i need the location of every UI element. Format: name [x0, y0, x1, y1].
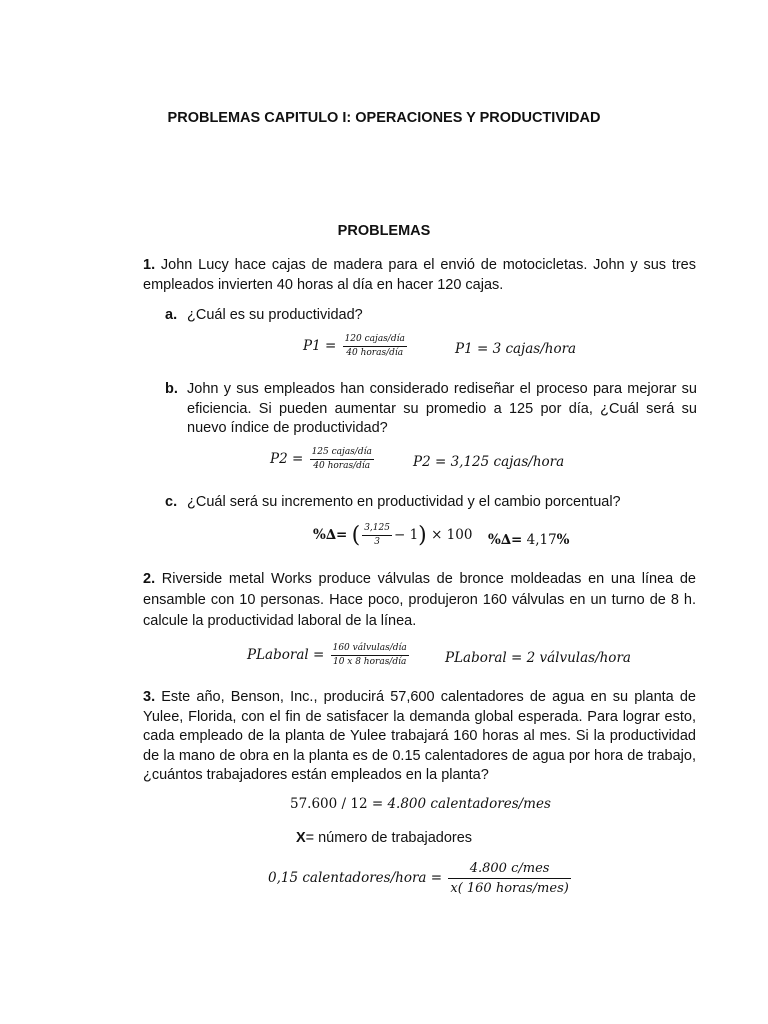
equation-monthly-lhs: 57.600 / 12 = — [290, 796, 384, 812]
equation-p1-numerator: 120 cajas/día — [343, 334, 407, 347]
problem-1 — [143, 256, 696, 295]
equation-labor-fraction — [331, 643, 409, 668]
equation-change-numerator: 3,125 — [362, 523, 392, 536]
result-lhs: %∆= — [488, 532, 523, 548]
equation-p2-lhs: P2 = — [270, 451, 304, 467]
equation-workers — [268, 860, 573, 897]
equation-p1-denominator: 40 horas/día — [346, 348, 404, 358]
problem-1-text: John Lucy hace cajas de madera para el envió de motocicletas. John y sus tres empleados invierten 40 horas al día en hacer 120 cajas. — [143, 257, 696, 293]
equation-workers-denominator: x( 160 horas/mes) — [450, 881, 569, 896]
equation-p2-numerator: 125 cajas/día — [310, 447, 374, 460]
problem-1c-question: ¿Cuál será su incremento en productividad y el cambio porcentual? — [187, 494, 621, 510]
equation-change-result — [488, 532, 570, 548]
equation-p1 — [303, 334, 409, 359]
equation-change-minus: − 1 — [393, 527, 419, 543]
equation-p2-result: P2 = 3,125 cajas/hora — [413, 454, 565, 470]
result-value: 4,17 — [526, 532, 557, 548]
equation-p2-fraction — [310, 447, 374, 472]
document-title: PROBLEMAS CAPITULO I: OPERACIONES Y PRODUCTIVIDAD — [167, 110, 601, 126]
section-heading: PROBLEMAS — [337, 223, 431, 239]
equation-labor-result: PLaboral = 2 válvulas/hora — [445, 650, 631, 666]
variable-x: X — [295, 830, 306, 846]
variable-x-text: = número de trabajadores — [305, 830, 473, 846]
equation-p1-result: P1 = 3 cajas/hora — [455, 341, 577, 357]
equation-workers-numerator: 4.800 c/mes — [448, 860, 570, 879]
equation-labor-numerator: 160 válvulas/día — [331, 643, 409, 656]
problem-1b-question: John y sus empleados han considerado rediseñar el proceso para mejorar su eficiencia. Si pueden aumentar su promedio a 125 por día, ¿Cuál será su nuevo índice de productividad? — [187, 381, 697, 436]
equation-change-denominator: 3 — [374, 537, 380, 547]
equation-change-times: × 100 — [431, 527, 473, 543]
problem-1a — [165, 306, 697, 326]
equation-workers-fraction — [448, 860, 570, 897]
equation-change — [313, 523, 472, 548]
equation-p2 — [270, 447, 376, 472]
problem-2-text: Riverside metal Works produce válvulas de bronce moldeadas en una línea de ensamble con 10 personas. Hace poco, produjeron 160 válvulas en un turno de 8 h. calcule la productividad laboral de la línea. — [143, 571, 696, 629]
equation-labor — [247, 643, 411, 668]
equation-monthly — [290, 796, 551, 812]
right-paren: ) — [418, 523, 427, 548]
problem-1a-question: ¿Cuál es su productividad? — [187, 307, 363, 323]
equation-labor-lhs: PLaboral = — [247, 647, 325, 663]
problem-1b — [165, 380, 697, 439]
problem-3 — [143, 688, 696, 786]
problem-1c-label: c. — [165, 494, 178, 510]
left-paren: ( — [351, 523, 361, 548]
equation-change-lhs: %∆= — [313, 527, 348, 543]
problem-1a-label: a. — [165, 307, 178, 323]
problem-3-number: 3. — [143, 689, 156, 705]
problem-1c — [165, 493, 697, 513]
problem-2 — [143, 569, 696, 632]
problem-2-number: 2. — [143, 571, 156, 587]
variable-definition — [0, 830, 768, 846]
problem-1b-label: b. — [165, 381, 178, 397]
equation-workers-lhs: 0,15 calentadores/hora = — [268, 870, 443, 886]
equation-p1-lhs: P1 = — [303, 338, 337, 354]
problem-3-text: Este año, Benson, Inc., producirá 57,600 calentadores de agua en su planta de Yulee, Florida, con el fin de satisfacer la demanda global esperada. Para lograr esto, cada empleado de la planta de Yulee trabajará 160 horas al mes. Si la productividad de la mano de obra en la planta es de 0.15 calentadores de agua por hora de trabajo, ¿cuántos trabajadores están empleados en la planta? — [143, 689, 696, 783]
equation-p1-fraction — [343, 334, 407, 359]
equation-monthly-rhs: 4.800 calentadores/mes — [387, 796, 551, 812]
result-percent: % — [556, 532, 570, 548]
equation-labor-denominator: 10 x 8 horas/día — [332, 657, 407, 667]
equation-change-fraction — [362, 523, 392, 548]
equation-p2-denominator: 40 horas/día — [313, 461, 371, 471]
problem-1-number: 1. — [143, 257, 156, 273]
